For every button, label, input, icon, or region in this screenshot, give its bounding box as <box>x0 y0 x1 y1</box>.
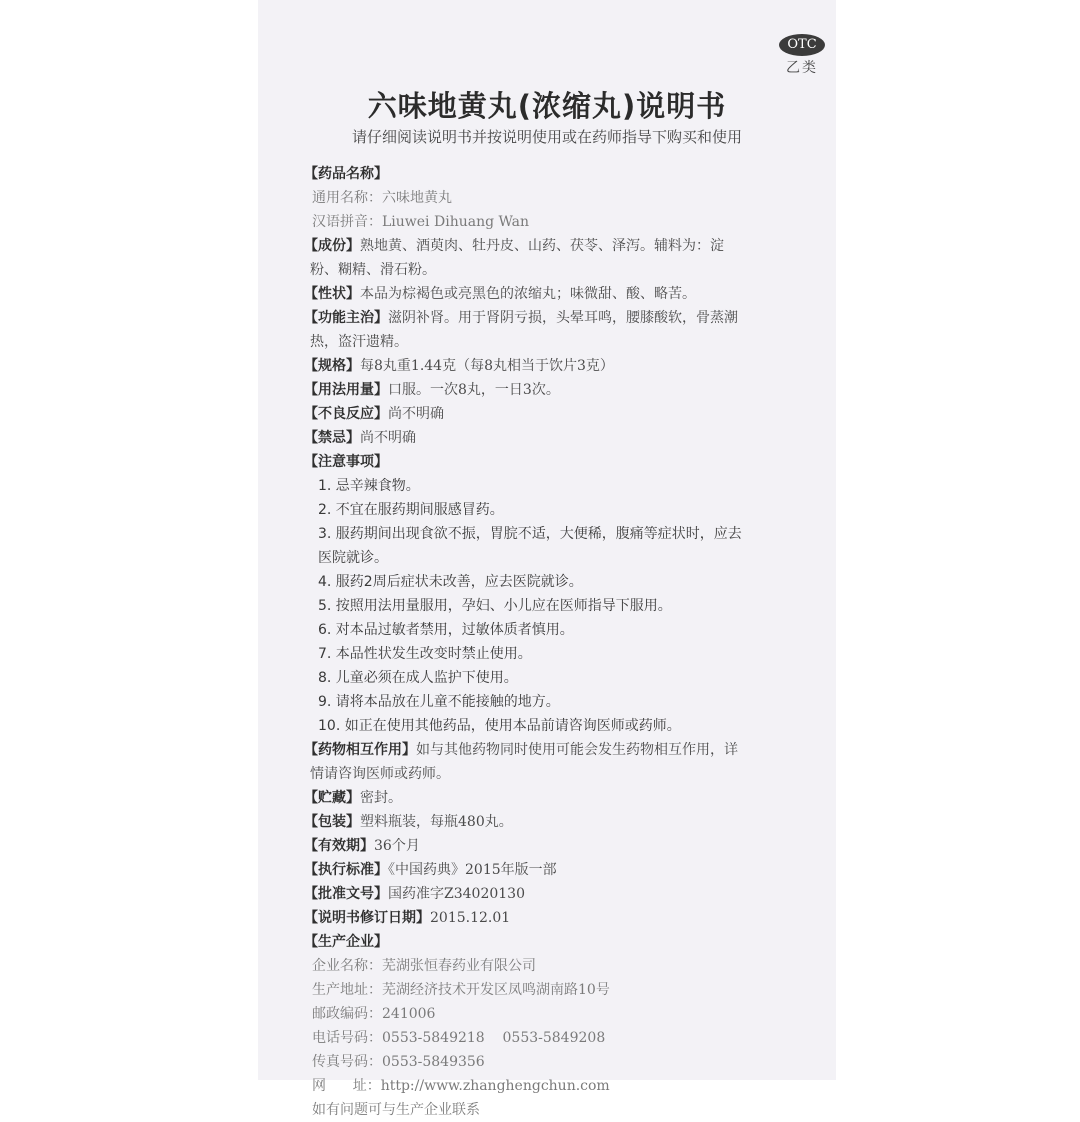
standard-text: 《中国药典》2015年版一部 <box>388 862 557 878</box>
phone-numbers: 电话号码：0553-5849218 0553-5849208 <box>312 1030 606 1046</box>
section-heading-storage: 【贮藏】 <box>304 790 360 806</box>
storage-text: 密封。 <box>360 790 402 806</box>
approval-row <box>304 882 828 906</box>
section-heading-ingredients: 【成份】 <box>304 238 360 254</box>
spec-text: 每8丸重1.44克（每8丸相当于饮片3克） <box>360 358 614 374</box>
precaution-item: 4. 服药2周后症状未改善，应去医院就诊。 <box>318 574 583 590</box>
approval-text: 国药准字Z34020130 <box>388 886 525 902</box>
precaution-item: 6. 对本品过敏者禁用，过敏体质者慎用。 <box>318 622 574 638</box>
otc-badge: OTC <box>779 34 825 56</box>
precaution-item: 10. 如正在使用其他药品，使用本品前请咨询医师或药师。 <box>318 718 681 734</box>
revision-row <box>304 906 828 930</box>
section-heading-standard: 【执行标准】 <box>304 862 388 878</box>
section-heading-approval: 【批准文号】 <box>304 886 388 902</box>
section-heading-contraindications: 【禁忌】 <box>304 430 360 446</box>
spec-row <box>304 354 828 378</box>
section-heading-interactions: 【药物相互作用】 <box>304 742 416 758</box>
indications-text: 滋阴补肾。用于肾阴亏损，头晕耳鸣，腰膝酸软，骨蒸潮 <box>388 310 738 326</box>
contact-note: 如有问题可与生产企业联系 <box>312 1102 480 1118</box>
precaution-item: 8. 儿童必须在成人监护下使用。 <box>318 670 518 686</box>
standard-row <box>304 858 828 882</box>
section-heading-package: 【包装】 <box>304 814 360 830</box>
package-text: 塑料瓶装，每瓶480丸。 <box>360 814 513 830</box>
ingredients-text-cont: 粉、糊精、滑石粉。 <box>310 262 436 278</box>
common-name: 通用名称：六味地黄丸 <box>312 190 452 206</box>
interactions-text: 如与其他药物同时使用可能会发生药物相互作用，详 <box>416 742 738 758</box>
website: 网 址：http://www.zhanghengchun.com <box>312 1078 610 1094</box>
validity-text: 36个月 <box>374 838 420 854</box>
precaution-item: 9. 请将本品放在儿童不能接触的地方。 <box>318 694 560 710</box>
section-heading-manufacturer: 【生产企业】 <box>304 934 388 950</box>
fax-number: 传真号码：0553-5849356 <box>312 1054 485 1070</box>
contraindications-text: 尚不明确 <box>360 430 416 446</box>
precaution-item: 5. 按照用法用量服用，孕妇、小儿应在医师指导下服用。 <box>318 598 672 614</box>
section-heading-adverse: 【不良反应】 <box>304 406 388 422</box>
section-heading-validity: 【有效期】 <box>304 838 374 854</box>
precaution-item-cont: 医院就诊。 <box>318 550 388 566</box>
precaution-item: 2. 不宜在服药期间服感冒药。 <box>318 502 504 518</box>
dosage-text: 口服。一次8丸，一日3次。 <box>388 382 560 398</box>
indications-row <box>304 306 828 330</box>
document-title: 六味地黄丸(浓缩丸)说明书 <box>367 89 727 123</box>
adverse-row <box>304 402 828 426</box>
section-heading-spec: 【规格】 <box>304 358 360 374</box>
section-heading-name: 【药品名称】 <box>304 166 388 182</box>
ingredients-row <box>304 234 828 258</box>
revision-text: 2015.12.01 <box>430 910 511 926</box>
precaution-item: 7. 本品性状发生改变时禁止使用。 <box>318 646 532 662</box>
appearance-text: 本品为棕褐色或亮黑色的浓缩丸；味微甜、酸、略苦。 <box>360 286 696 302</box>
company-address: 生产地址：芜湖经济技术开发区凤鸣湖南路10号 <box>312 982 610 998</box>
package-row <box>304 810 828 834</box>
ingredients-text: 熟地黄、酒萸肉、牡丹皮、山药、茯苓、泽泻。辅料为：淀 <box>360 238 724 254</box>
storage-row <box>304 786 828 810</box>
interactions-text-cont: 情请咨询医师或药师。 <box>310 766 450 782</box>
section-heading-indications: 【功能主治】 <box>304 310 388 326</box>
leaflet-sheet <box>258 0 836 1118</box>
section-heading-dosage: 【用法用量】 <box>304 382 388 398</box>
section-heading-precautions: 【注意事项】 <box>304 454 388 470</box>
otc-class-label: 乙类 <box>786 60 818 76</box>
precaution-item: 3. 服药期间出现食欲不振，胃脘不适，大便稀，腹痛等症状时，应去 <box>318 526 742 542</box>
document-subtitle: 请仔细阅读说明书并按说明使用或在药师指导下购买和使用 <box>351 128 742 146</box>
validity-row <box>304 834 828 858</box>
company-name: 企业名称：芜湖张恒春药业有限公司 <box>312 958 536 974</box>
postcode: 邮政编码：241006 <box>312 1006 436 1022</box>
contraindications-row <box>304 426 828 450</box>
appearance-row <box>304 282 828 306</box>
adverse-text: 尚不明确 <box>388 406 444 422</box>
leaflet-body <box>304 162 828 1122</box>
interactions-row <box>304 738 828 762</box>
precaution-item: 1. 忌辛辣食物。 <box>318 478 420 494</box>
indications-text-cont: 热，盗汗遗精。 <box>310 334 408 350</box>
pinyin-name: 汉语拼音：Liuwei Dihuang Wan <box>312 214 530 230</box>
section-heading-revision: 【说明书修订日期】 <box>304 910 430 926</box>
dosage-row <box>304 378 828 402</box>
section-heading-appearance: 【性状】 <box>304 286 360 302</box>
